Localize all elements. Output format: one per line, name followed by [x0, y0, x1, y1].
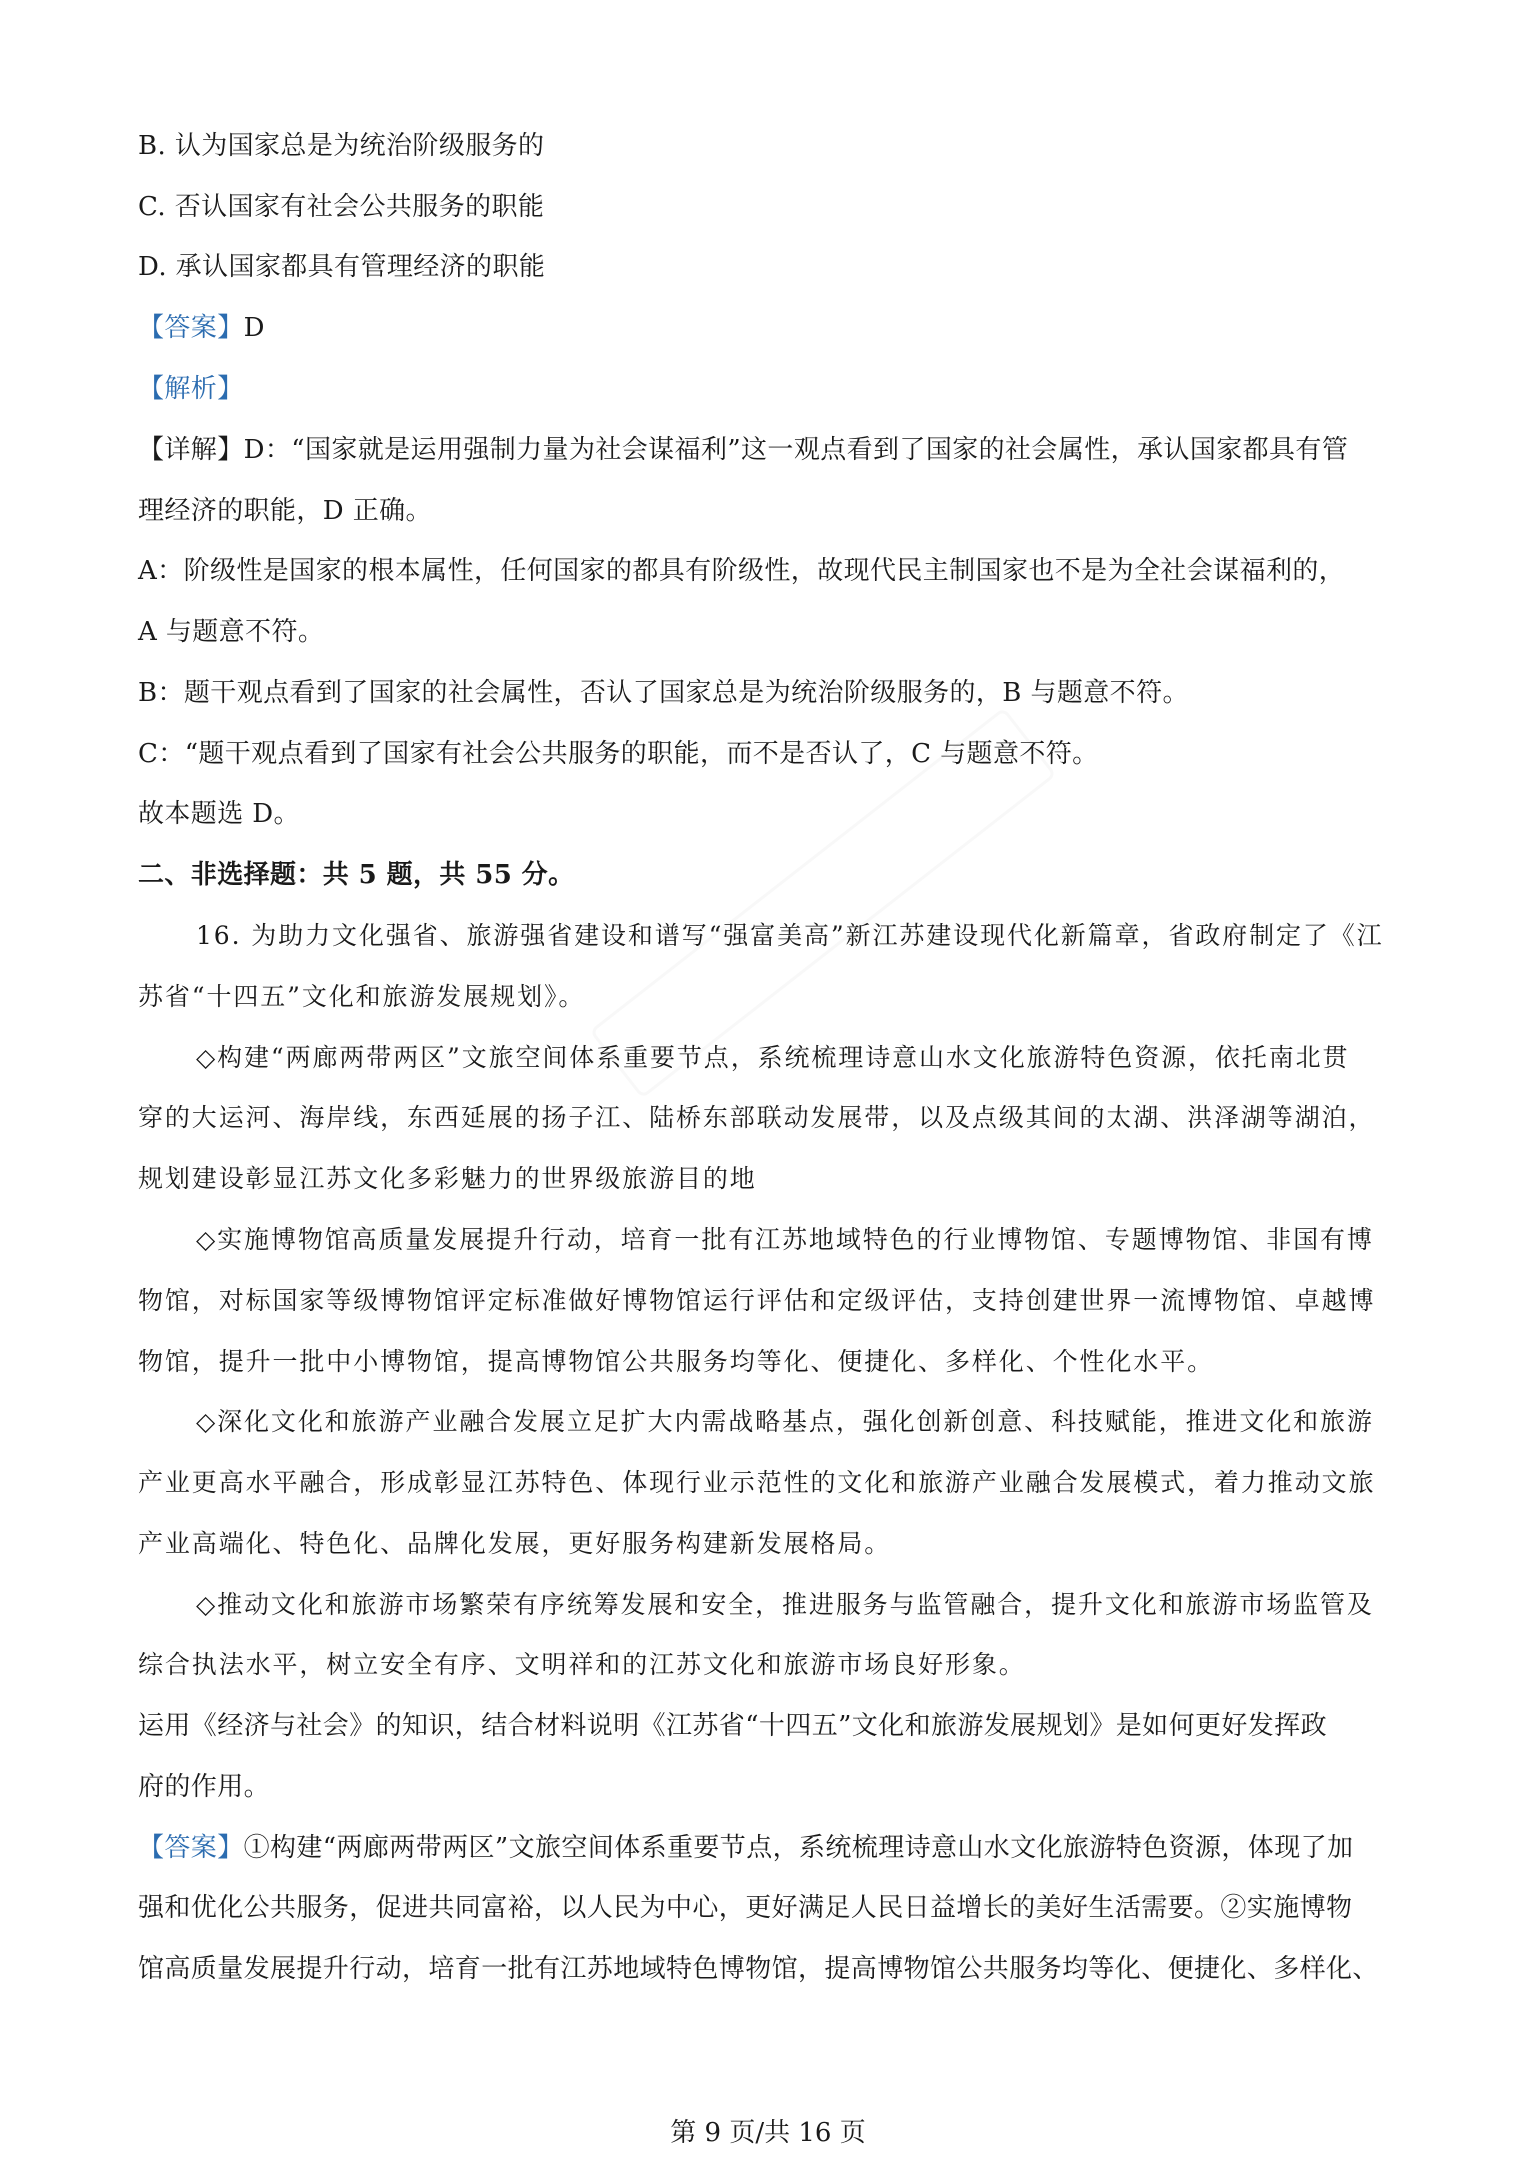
q16-line-6: ◇实施博物馆高质量发展提升行动，培育一批有江苏地域特色的行业博物馆、专题博物馆、非国有博: [196, 1225, 1374, 1254]
detail-line-6: C：“题干观点看到了国家有社会公共服务的职能，而不是否认了，C 与题意不符。: [138, 739, 1099, 769]
analysis-tag: 【解析】: [138, 374, 244, 404]
q16-line-13: 综合执法水平，树立安全有序、文明祥和的江苏文化和旅游市场良好形象。: [138, 1650, 1026, 1679]
detail-line-3: A：阶级性是国家的根本属性，任何国家的都具有阶级性，故现代民主制国家也不是为全社会谋福利的，: [138, 556, 1346, 586]
answer-q16-tag: 【答案】: [138, 1833, 244, 1863]
option-c: C. 否认国家有社会公共服务的职能: [138, 192, 545, 222]
q16-line-12: ◇推动文化和旅游市场繁荣有序统筹发展和安全，推进服务与监管融合，提升文化和旅游市场监管及: [196, 1590, 1374, 1619]
section-heading: 二、非选择题：共 5 题，共 55 分。: [138, 860, 575, 890]
q16-line-5: 规划建设彰显江苏文化多彩魅力的世界级旅游目的地: [138, 1164, 757, 1193]
q16-line-8: 物馆，提升一批中小博物馆，提高博物馆公共服务均等化、便捷化、多样化、个性化水平。: [138, 1347, 1215, 1376]
detail-line-4: A 与题意不符。: [138, 617, 325, 647]
option-b: B. 认为国家总是为统治阶级服务的: [138, 131, 545, 161]
q16-line-9: ◇深化文化和旅游产业融合发展立足扩大内需战略基点，强化创新创意、科技赋能，推进文化和旅游: [196, 1407, 1374, 1436]
q16-line-10: 产业更高水平融合，形成彰显江苏特色、体现行业示范性的文化和旅游产业融合发展模式，着力推动文旅: [138, 1468, 1376, 1497]
option-d: D. 承认国家都具有管理经济的职能: [138, 252, 546, 282]
q16-prompt-1: 运用《经济与社会》的知识，结合材料说明《江苏省“十四五”文化和旅游发展规划》是如何更好发挥政: [138, 1711, 1327, 1741]
answer-tag: 【答案】: [138, 313, 244, 343]
detail-line-5: B：题干观点看到了国家的社会属性，否认了国家总是为统治阶级服务的，B 与题意不符。: [138, 678, 1189, 708]
detail-line-7: 故本题选 D。: [138, 799, 300, 829]
q16-line-1: 16. 为助力文化强省、旅游强省建设和谱写“强富美高”新江苏建设现代化新篇章，省政府制定了《江: [196, 921, 1384, 950]
answer-q16-line-1: [138, 1831, 1408, 1865]
answer-q16-line-2: 强和优化公共服务，促进共同富裕，以人民为中心，更好满足人民日益增长的美好生活需要。②实施博物: [138, 1893, 1353, 1923]
q16-line-4: 穿的大运河、海岸线，东西延展的扬子江、陆桥东部联动发展带，以及点级其间的太湖、洪泽湖等湖泊，: [138, 1103, 1376, 1132]
detail-line-2: 理经济的职能，D 正确。: [138, 496, 432, 526]
detail-line-1: 【详解】D：“国家就是运用强制力量为社会谋福利”这一观点看到了国家的社会属性，承认国家都具有管: [138, 435, 1349, 465]
q16-line-11: 产业高端化、特色化、品牌化发展，更好服务构建新发展格局。: [138, 1529, 892, 1558]
page-footer: 第 9 页/共 16 页: [670, 2118, 866, 2148]
answer-q16-line-3: 馆高质量发展提升行动，培育一批有江苏地域特色博物馆，提高博物馆公共服务均等化、便捷化、多样化、: [138, 1954, 1379, 1984]
q16-line-7: 物馆，对标国家等级博物馆评定标准做好博物馆运行评估和定级评估，支持创建世界一流博物馆、卓越博: [138, 1286, 1376, 1315]
q16-line-3: ◇构建“两廊两带两区”文旅空间体系重要节点，系统梳理诗意山水文化旅游特色资源，依托南北贯: [196, 1043, 1350, 1072]
answer-q15: [138, 311, 1408, 345]
answer-q16-text: ①构建“两廊两带两区”文旅空间体系重要节点，系统梳理诗意山水文化旅游特色资源，体现了加: [243, 1833, 1354, 1863]
q16-line-2: 苏省“十四五”文化和旅游发展规划》。: [138, 982, 586, 1011]
answer-value: D: [243, 313, 265, 343]
q16-prompt-2: 府的作用。: [138, 1772, 271, 1802]
